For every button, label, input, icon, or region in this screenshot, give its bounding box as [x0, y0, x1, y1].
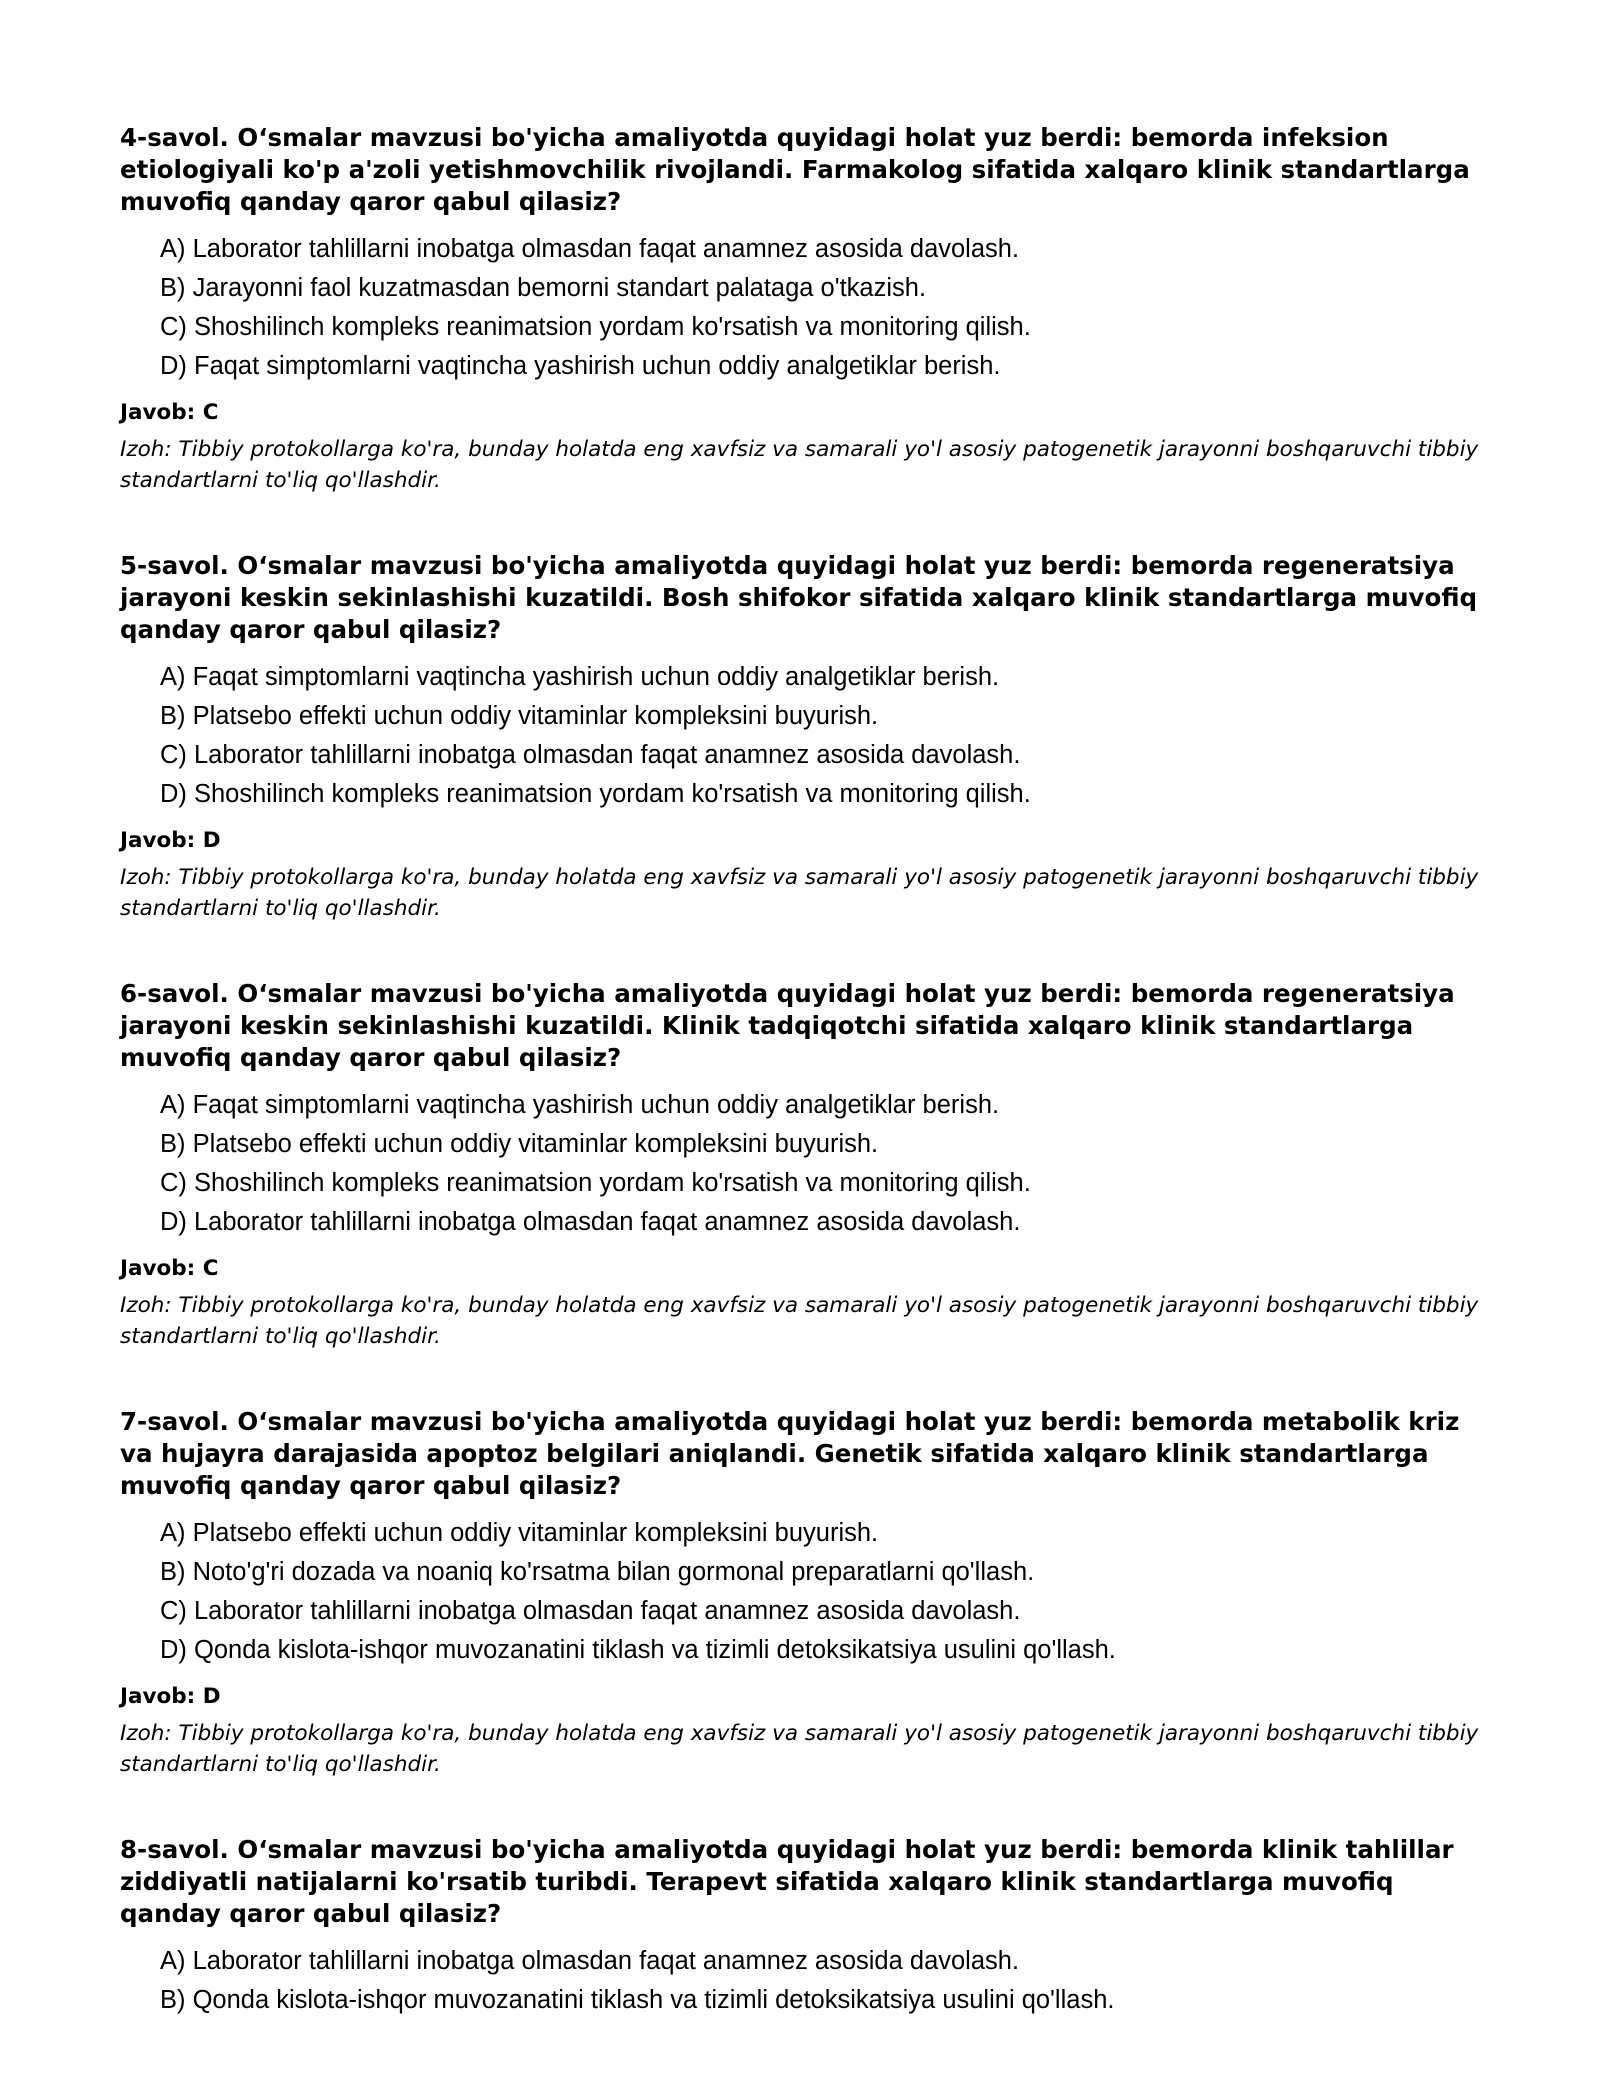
option-item: C) Shoshilinch kompleks reanimatsion yordam ko'rsatish va monitoring qilish.: [160, 1169, 1031, 1197]
question-title: 7-savol. O‘smalar mavzusi bo'yicha amaliyotda quyidagi holat yuz berdi: bemorda metabolik kriz va hujayra darajasida apoptoz belgilari aniqlandi. Genetik sifatida xalqaro klinik standartlarga muvofiq qanday qaror qabul qilasiz?: [120, 1407, 1460, 1500]
option-item: C) Laborator tahlillarni inobatga olmasdan faqat anamnez asosida davolash.: [160, 741, 1021, 769]
question-title: 5-savol. O‘smalar mavzusi bo'yicha amaliyotda quyidagi holat yuz berdi: bemorda regeneratsiya jarayoni keskin sekinlashishi kuzatildi. Bosh shifokor sifatida xalqaro klinik standartlarga muvofiq qanday qaror qabul qilasiz?: [120, 551, 1478, 644]
answer-label: Javob: C: [120, 400, 219, 425]
option-item: B) Noto'g'ri dozada va noaniq ko'rsatma bilan gormonal preparatlarni qo'llash.: [160, 1558, 1035, 1586]
option-item: A) Laborator tahlillarni inobatga olmasdan faqat anamnez asosida davolash.: [160, 1947, 1020, 1975]
explanation-note: Izoh: Tibbiy protokollarga ko'ra, bunday holatda eng xavfsiz va samarali yo'l asosiy patogenetik jarayonni boshqaruvchi tibbiy standartlarni to'liq qo'llashdir.: [120, 1721, 1479, 1777]
option-item: A) Faqat simptomlarni vaqtincha yashirish uchun oddiy analgetiklar berish.: [160, 663, 1000, 691]
option-item: D) Laborator tahlillarni inobatga olmasdan faqat anamnez asosida davolash.: [160, 1208, 1021, 1236]
question-block: [120, 978, 1490, 1352]
document-page: [120, 122, 1490, 2074]
explanation-note: Izoh: Tibbiy protokollarga ko'ra, bunday holatda eng xavfsiz va samarali yo'l asosiy patogenetik jarayonni boshqaruvchi tibbiy standartlarni to'liq qo'llashdir.: [120, 437, 1479, 493]
explanation-note: Izoh: Tibbiy protokollarga ko'ra, bunday holatda eng xavfsiz va samarali yo'l asosiy patogenetik jarayonni boshqaruvchi tibbiy standartlarni to'liq qo'llashdir.: [120, 865, 1479, 921]
option-item: B) Platsebo effekti uchun oddiy vitaminlar kompleksini buyurish.: [160, 1130, 879, 1158]
option-item: C) Laborator tahlillarni inobatga olmasdan faqat anamnez asosida davolash.: [160, 1597, 1021, 1625]
option-item: A) Platsebo effekti uchun oddiy vitaminlar kompleksini buyurish.: [160, 1519, 879, 1547]
question-block: [120, 1406, 1490, 1780]
option-item: C) Shoshilinch kompleks reanimatsion yordam ko'rsatish va monitoring qilish.: [160, 313, 1031, 341]
option-item: A) Laborator tahlillarni inobatga olmasdan faqat anamnez asosida davolash.: [160, 235, 1020, 263]
option-list: [120, 658, 1490, 814]
option-list: [120, 1942, 1490, 2020]
answer-label: Javob: D: [120, 1684, 221, 1709]
option-item: D) Qonda kislota-ishqor muvozanatini tiklash va tizimli detoksikatsiya usulini qo'llash.: [160, 1636, 1116, 1664]
answer-label: Javob: C: [120, 1256, 219, 1281]
question-title: 6-savol. O‘smalar mavzusi bo'yicha amaliyotda quyidagi holat yuz berdi: bemorda regeneratsiya jarayoni keskin sekinlashishi kuzatildi. Klinik tadqiqotchi sifatida xalqaro klinik standartlarga muvofiq qanday qaror qabul qilasiz?: [120, 979, 1455, 1072]
option-item: D) Shoshilinch kompleks reanimatsion yordam ko'rsatish va monitoring qilish.: [160, 780, 1031, 808]
question-block: [120, 550, 1490, 924]
option-list: [120, 1086, 1490, 1242]
option-list: [120, 230, 1490, 386]
option-item: A) Faqat simptomlarni vaqtincha yashirish uchun oddiy analgetiklar berish.: [160, 1091, 1000, 1119]
option-item: B) Jarayonni faol kuzatmasdan bemorni standart palataga o'tkazish.: [160, 274, 927, 302]
question-block: [120, 122, 1490, 496]
question-block: [120, 1834, 1490, 2020]
question-title: 8-savol. O‘smalar mavzusi bo'yicha amaliyotda quyidagi holat yuz berdi: bemorda klinik tahlillar ziddiyatli natijalarni ko'rsatib turibdi. Terapevt sifatida xalqaro klinik standartlarga muvofiq qanday qaror qabul qilasiz?: [120, 1835, 1454, 1928]
explanation-note: Izoh: Tibbiy protokollarga ko'ra, bunday holatda eng xavfsiz va samarali yo'l asosiy patogenetik jarayonni boshqaruvchi tibbiy standartlarni to'liq qo'llashdir.: [120, 1293, 1479, 1349]
question-title: 4-savol. O‘smalar mavzusi bo'yicha amaliyotda quyidagi holat yuz berdi: bemorda infeksion etiologiyali ko'p a'zoli yetishmovchilik rivojlandi. Farmakolog sifatida xalqaro klinik standartlarga muvofiq qanday qaror qabul qilasiz?: [120, 123, 1470, 216]
option-list: [120, 1514, 1490, 1670]
option-item: D) Faqat simptomlarni vaqtincha yashirish uchun oddiy analgetiklar berish.: [160, 352, 1001, 380]
answer-label: Javob: D: [120, 828, 221, 853]
option-item: B) Qonda kislota-ishqor muvozanatini tiklash va tizimli detoksikatsiya usulini qo'llash.: [160, 1986, 1115, 2014]
option-item: B) Platsebo effekti uchun oddiy vitaminlar kompleksini buyurish.: [160, 702, 879, 730]
